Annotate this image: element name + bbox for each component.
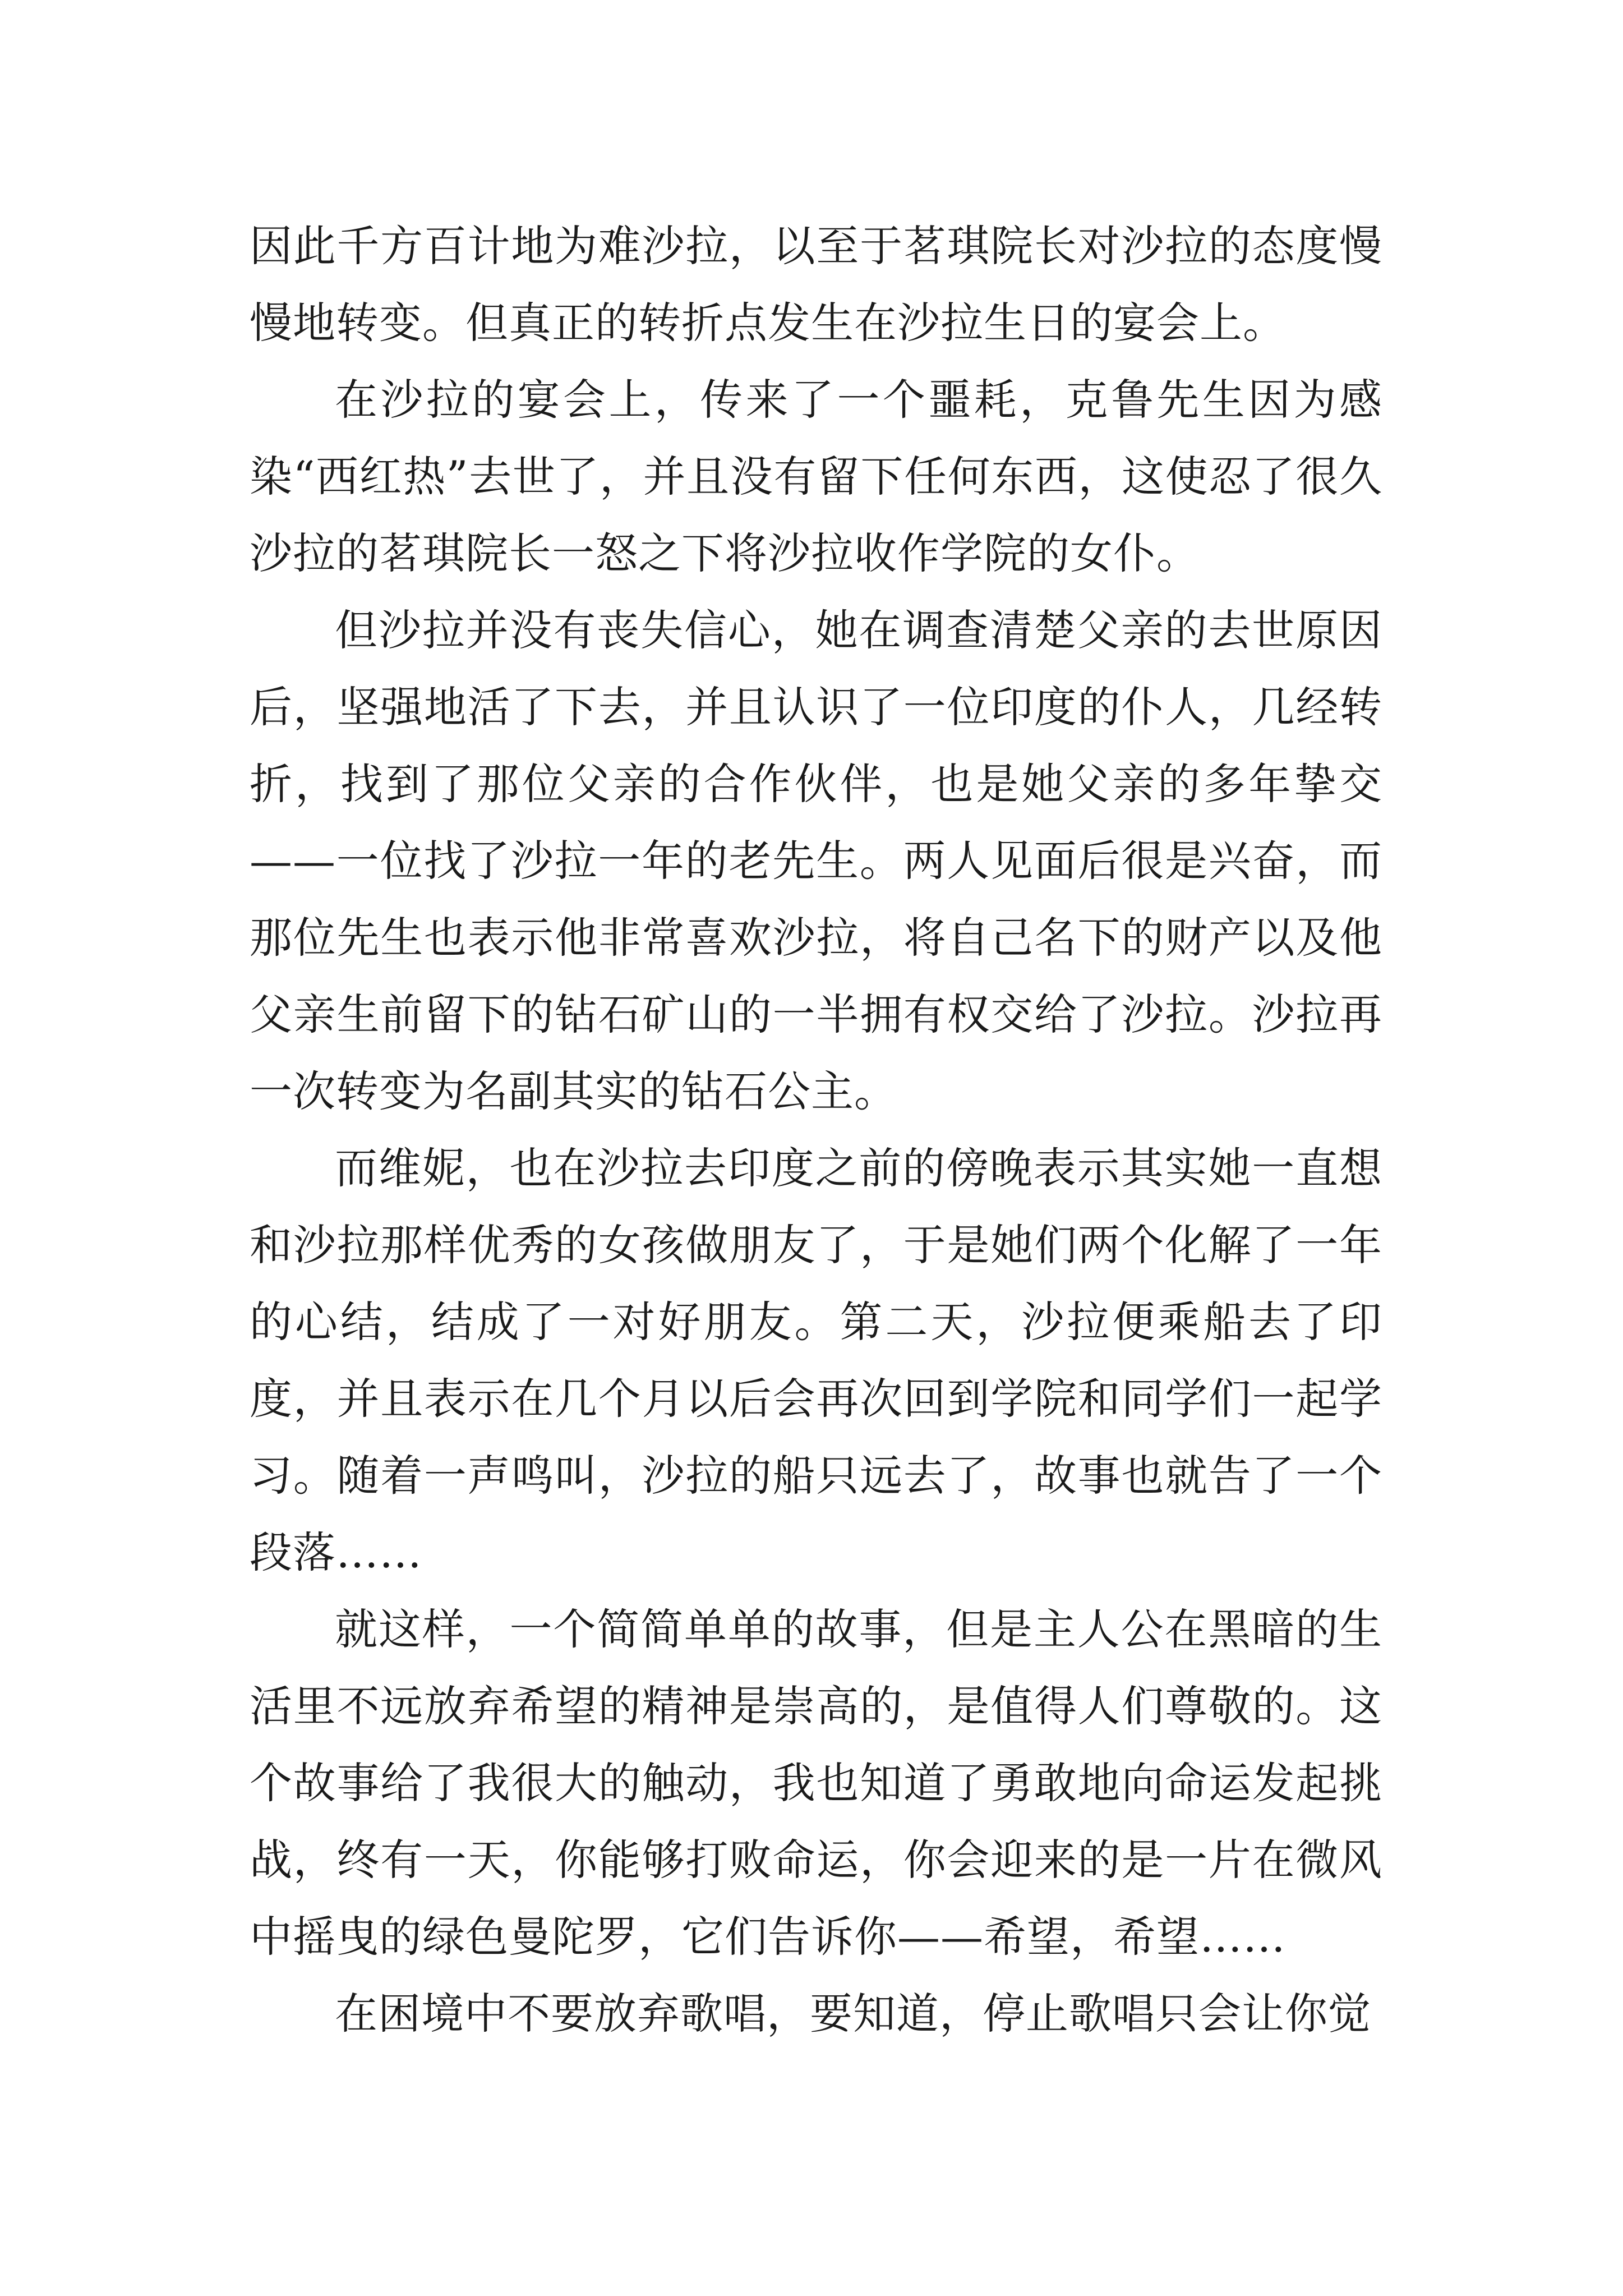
paragraph-4: 而维妮，也在沙拉去印度之前的傍晚表示其实她一直想和沙拉那样优秀的女孩做朋友了，于是她们两个化解了一年的心结，结成了一对好朋友。第二天，沙拉便乘船去了印度，并且表示在几个月以后会再次回到学院和同学们一起学习。随着一声鸣叫，沙拉的船只远去了，故事也就告了一个段落…… (250, 1143, 1382, 1577)
paragraph-1: 因此千方百计地为难沙拉，以至于茗琪院长对沙拉的态度慢慢地转变。但真正的转折点发生在沙拉生日的宴会上。 (250, 221, 1382, 348)
paragraph-5: 就这样，一个简简单单的故事，但是主人公在黑暗的生活里不远放弃希望的精神是崇高的，是值得人们尊敬的。这个故事给了我很大的触动，我也知道了勇敢地向命运发起挑战，终有一天，你能够打败命运，你会迎来的是一片在微风中摇曳的绿色曼陀罗，它们告诉你——希望，希望…… (250, 1604, 1382, 1962)
document-body (250, 208, 1382, 2052)
paragraph-2: 在沙拉的宴会上，传来了一个噩耗，克鲁先生因为感染“西红热”去世了，并且没有留下任何东西，这使忍了很久沙拉的茗琪院长一怒之下将沙拉收作学院的女仆。 (250, 375, 1382, 578)
paragraph-3: 但沙拉并没有丧失信心，她在调查清楚父亲的去世原因后，坚强地活了下去，并且认识了一位印度的仆人，几经转折，找到了那位父亲的合作伙伴，也是她父亲的多年挚交——一位找了沙拉一年的老先生。两人见面后很是兴奋，而那位先生也表示他非常喜欢沙拉，将自己名下的财产以及他父亲生前留下的钻石矿山的一半拥有权交给了沙拉。沙拉再一次转变为名副其实的钻石公主。 (250, 605, 1382, 1116)
paragraph-6: 在困境中不要放弃歌唱，要知道，停止歌唱只会让你觉 (335, 1989, 1371, 2039)
